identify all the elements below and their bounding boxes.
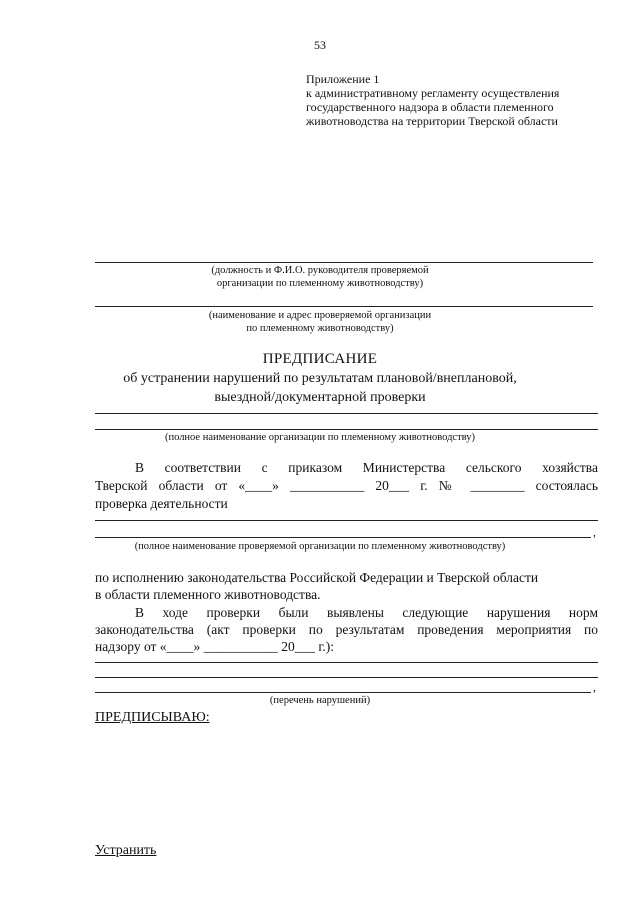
violations-caption: (перечень нарушений) (269, 695, 371, 706)
eliminate-heading: Устранить (95, 843, 157, 858)
order-paragraph-line2: Тверской области от «____» ___________ 20___ г. № ________ состоялась (95, 478, 598, 493)
appendix-block (306, 72, 559, 128)
violations-field-line-2[interactable] (95, 677, 598, 678)
org-name-field-line-2[interactable] (95, 429, 598, 430)
document-subtitle-line2: выездной/документарной проверки (214, 390, 426, 405)
appendix-title: Приложение 1 (306, 72, 380, 86)
org-address-caption: (наименование и адрес проверяемой организации по племенному животноводству) (208, 310, 432, 334)
violations-field-line-3[interactable] (95, 692, 591, 693)
order-paragraph-line1: В соответствии с приказом Министерства сельского хозяйства (135, 460, 598, 475)
org-full-name-caption: (полное наименование организации по племенному животноводству) (164, 432, 476, 443)
head-position-field-line[interactable] (95, 262, 593, 263)
comma-mark: , (593, 680, 596, 694)
violations-paragraph-line3: надзору от «____» ___________ 20___ г.): (95, 639, 335, 654)
violations-paragraph-line1: В ходе проверки были выявлены следующие нарушения норм (135, 605, 598, 620)
law-paragraph-line1: по исполнению законодательства Российской Федерации и Тверской области (95, 570, 539, 585)
prescribe-heading: ПРЕДПИСЫВАЮ: (95, 710, 210, 725)
page-number: 53 (314, 38, 326, 52)
checked-org-field-line-2[interactable] (95, 537, 591, 538)
appendix-line: государственного надзора в области племенного (306, 100, 554, 114)
document-subtitle-line1: об устранении нарушений по результатам плановой/внеплановой, (123, 371, 517, 386)
appendix-line: животноводства на территории Тверской области (306, 114, 558, 128)
org-address-field-line[interactable] (95, 306, 593, 307)
head-position-caption: (должность и Ф.И.О. руководителя проверяемой организации по племенному животноводству) (211, 265, 429, 289)
comma-mark: , (593, 525, 596, 539)
appendix-line: к административному регламенту осуществления (306, 86, 560, 100)
checked-org-field-line-1[interactable] (95, 520, 598, 521)
order-paragraph-line3: проверка деятельности (95, 496, 228, 511)
violations-field-line-1[interactable] (95, 662, 598, 663)
org-name-field-line-1[interactable] (95, 413, 598, 414)
violations-paragraph-line2: законодательства (акт проверки по результатам проведения мероприятия по (95, 622, 598, 637)
checked-org-caption: (полное наименование проверяемой организации по племенному животноводству) (134, 541, 506, 552)
law-paragraph-line2: в области племенного животноводства. (95, 587, 321, 602)
document-title: ПРЕДПИСАНИЕ (262, 351, 378, 367)
